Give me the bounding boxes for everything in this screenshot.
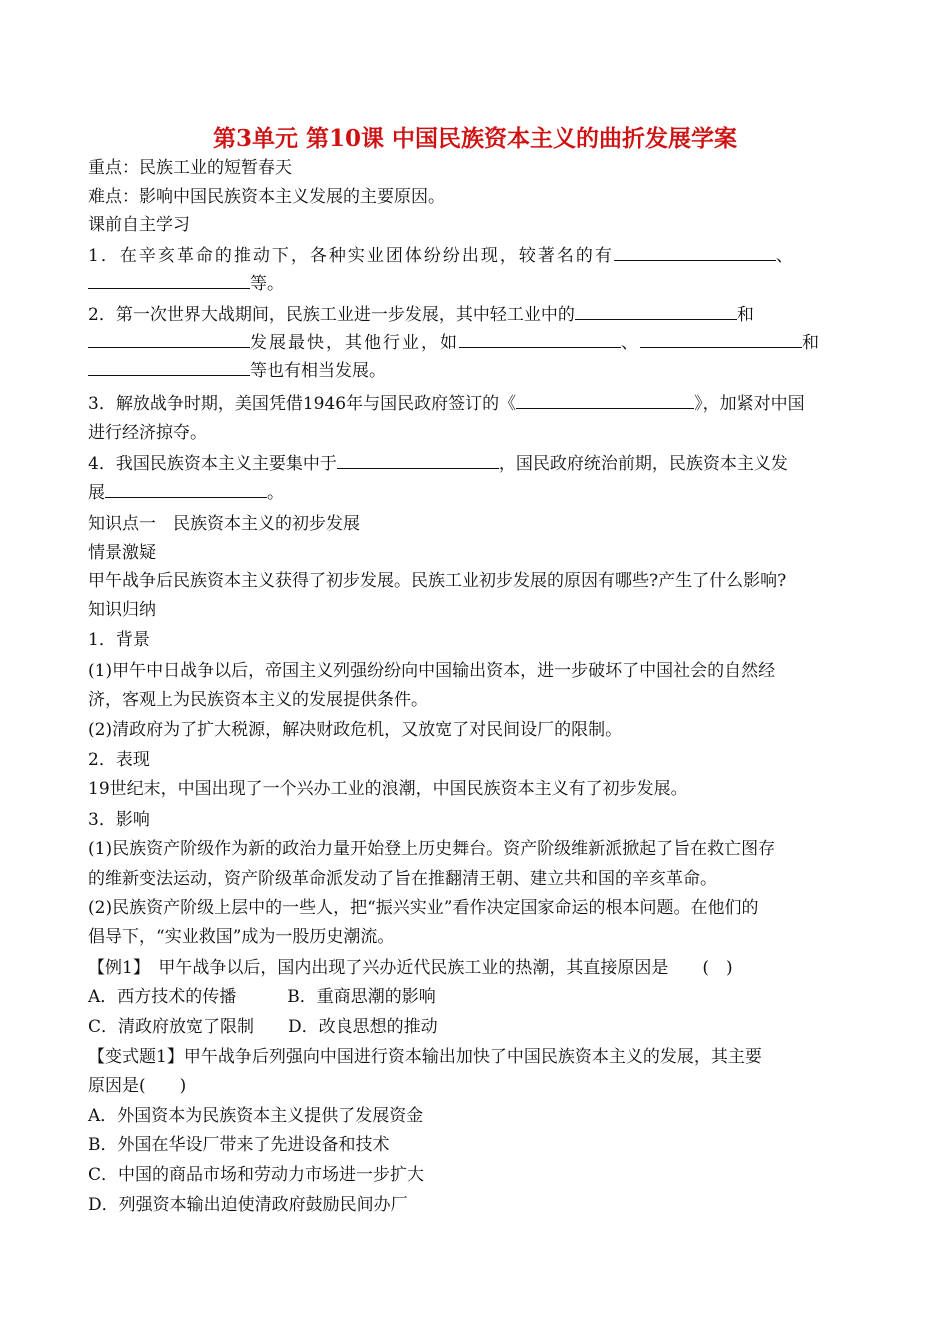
background-point-1-line-1: (1)甲午中日战争以后，帝国主义列强纷纷向中国输出资本，进一步破坏了中国社会的自然经 bbox=[88, 661, 776, 681]
impact-point-1-line-2: 的维新变法运动，资产阶级革命派发动了旨在推翻清王朝、建立共和国的辛亥革命。 bbox=[88, 869, 717, 889]
question-1-line-1: 1．在辛亥革命的推动下，各种实业团体纷纷出现，较著名的有 、 bbox=[88, 242, 795, 270]
variant-1-option-b: B．外国在华设厂带来了先进设备和技术 bbox=[88, 1135, 390, 1155]
question-4-line-2: 展 。 bbox=[88, 479, 284, 507]
answer-blank[interactable] bbox=[337, 450, 499, 469]
answer-blank[interactable] bbox=[88, 270, 250, 289]
page-title: 第3单元 第10课 中国民族资本主义的曲折发展学案 bbox=[212, 125, 738, 152]
impact-point-2-line-2: 倡导下，“实业救国”成为一股历史潮流。 bbox=[88, 927, 395, 947]
variant-1-option-a: A．外国资本为民族资本主义提供了发展资金 bbox=[88, 1106, 424, 1126]
question-1-line-2: 等。 bbox=[88, 270, 284, 298]
difficulty-point: 难点：影响中国民族资本主义发展的主要原因。 bbox=[88, 187, 445, 207]
example-1-options-cd: C．清政府放宽了限制 D．改良思想的推动 bbox=[88, 1017, 438, 1037]
variant-1-option-c: C．中国的商品市场和劳动力市场进一步扩大 bbox=[88, 1165, 425, 1185]
answer-blank[interactable] bbox=[614, 242, 776, 261]
question-2-line-2: 发展最快，其他行业，如 、 和 bbox=[88, 329, 821, 357]
variant-1-question-line-1: 【变式题1】甲午战争后列强向中国进行资本输出加快了中国民族资本主义的发展，其主要 bbox=[88, 1047, 762, 1067]
answer-blank[interactable] bbox=[88, 329, 250, 348]
example-1-options-ab: A．西方技术的传播 B．重商思潮的影响 bbox=[88, 987, 436, 1007]
performance-heading: 2．表现 bbox=[88, 750, 150, 770]
question-2-line-1: 2．第一次世界大战期间，民族工业进一步发展，其中轻工业中的 和 bbox=[88, 301, 754, 329]
summary-heading: 知识归纳 bbox=[88, 600, 156, 620]
question-3-line-1: 3．解放战争时期，美国凭借1946年与国民政府签订的《 》，加紧对中国 bbox=[88, 390, 805, 418]
background-point-1-line-2: 济，客观上为民族资本主义的发展提供条件。 bbox=[88, 690, 428, 710]
impact-point-2-line-1: (2)民族资产阶级上层中的一些人，把“振兴实业”看作决定国家命运的根本问题。在他们的 bbox=[88, 898, 759, 918]
question-4-line-1: 4．我国民族资本主义主要集中于 ，国民政府统治前期，民族资本主义发 bbox=[88, 450, 788, 478]
answer-blank[interactable] bbox=[459, 329, 621, 348]
performance-text: 19世纪末，中国出现了一个兴办工业的浪潮，中国民族资本主义有了初步发展。 bbox=[88, 779, 688, 799]
question-2-line-3: 等也有相当发展。 bbox=[88, 357, 386, 385]
section-heading: 课前自主学习 bbox=[88, 215, 190, 235]
variant-1-option-d: D．列强资本输出迫使清政府鼓励民间办厂 bbox=[88, 1195, 408, 1215]
answer-blank[interactable] bbox=[575, 301, 737, 320]
scene-text: 甲午战争后民族资本主义获得了初步发展。民族工业初步发展的原因有哪些?产生了什么影响? bbox=[88, 571, 787, 591]
answer-blank[interactable] bbox=[516, 390, 694, 409]
background-point-2: (2)清政府为了扩大税源，解决财政危机，又放宽了对民间设厂的限制。 bbox=[88, 720, 623, 740]
example-1-question: 【例1】 甲午战争以后，国内出现了兴办近代民族工业的热潮，其直接原因是 ( ) bbox=[88, 958, 733, 978]
answer-blank[interactable] bbox=[88, 357, 250, 376]
variant-1-question-line-2: 原因是( ) bbox=[88, 1076, 187, 1096]
key-point: 重点：民族工业的短暂春天 bbox=[88, 158, 292, 178]
impact-point-1-line-1: (1)民族资产阶级作为新的政治力量开始登上历史舞台。资产阶级维新派掀起了旨在救亡图存 bbox=[88, 839, 776, 859]
question-3-line-2: 进行经济掠夺。 bbox=[88, 423, 207, 443]
answer-blank[interactable] bbox=[105, 479, 267, 498]
background-heading: 1．背景 bbox=[88, 630, 150, 650]
knowledge-point-heading: 知识点一 民族资本主义的初步发展 bbox=[88, 514, 360, 534]
scene-heading: 情景激疑 bbox=[88, 543, 156, 563]
impact-heading: 3．影响 bbox=[88, 810, 150, 830]
answer-blank[interactable] bbox=[640, 329, 802, 348]
